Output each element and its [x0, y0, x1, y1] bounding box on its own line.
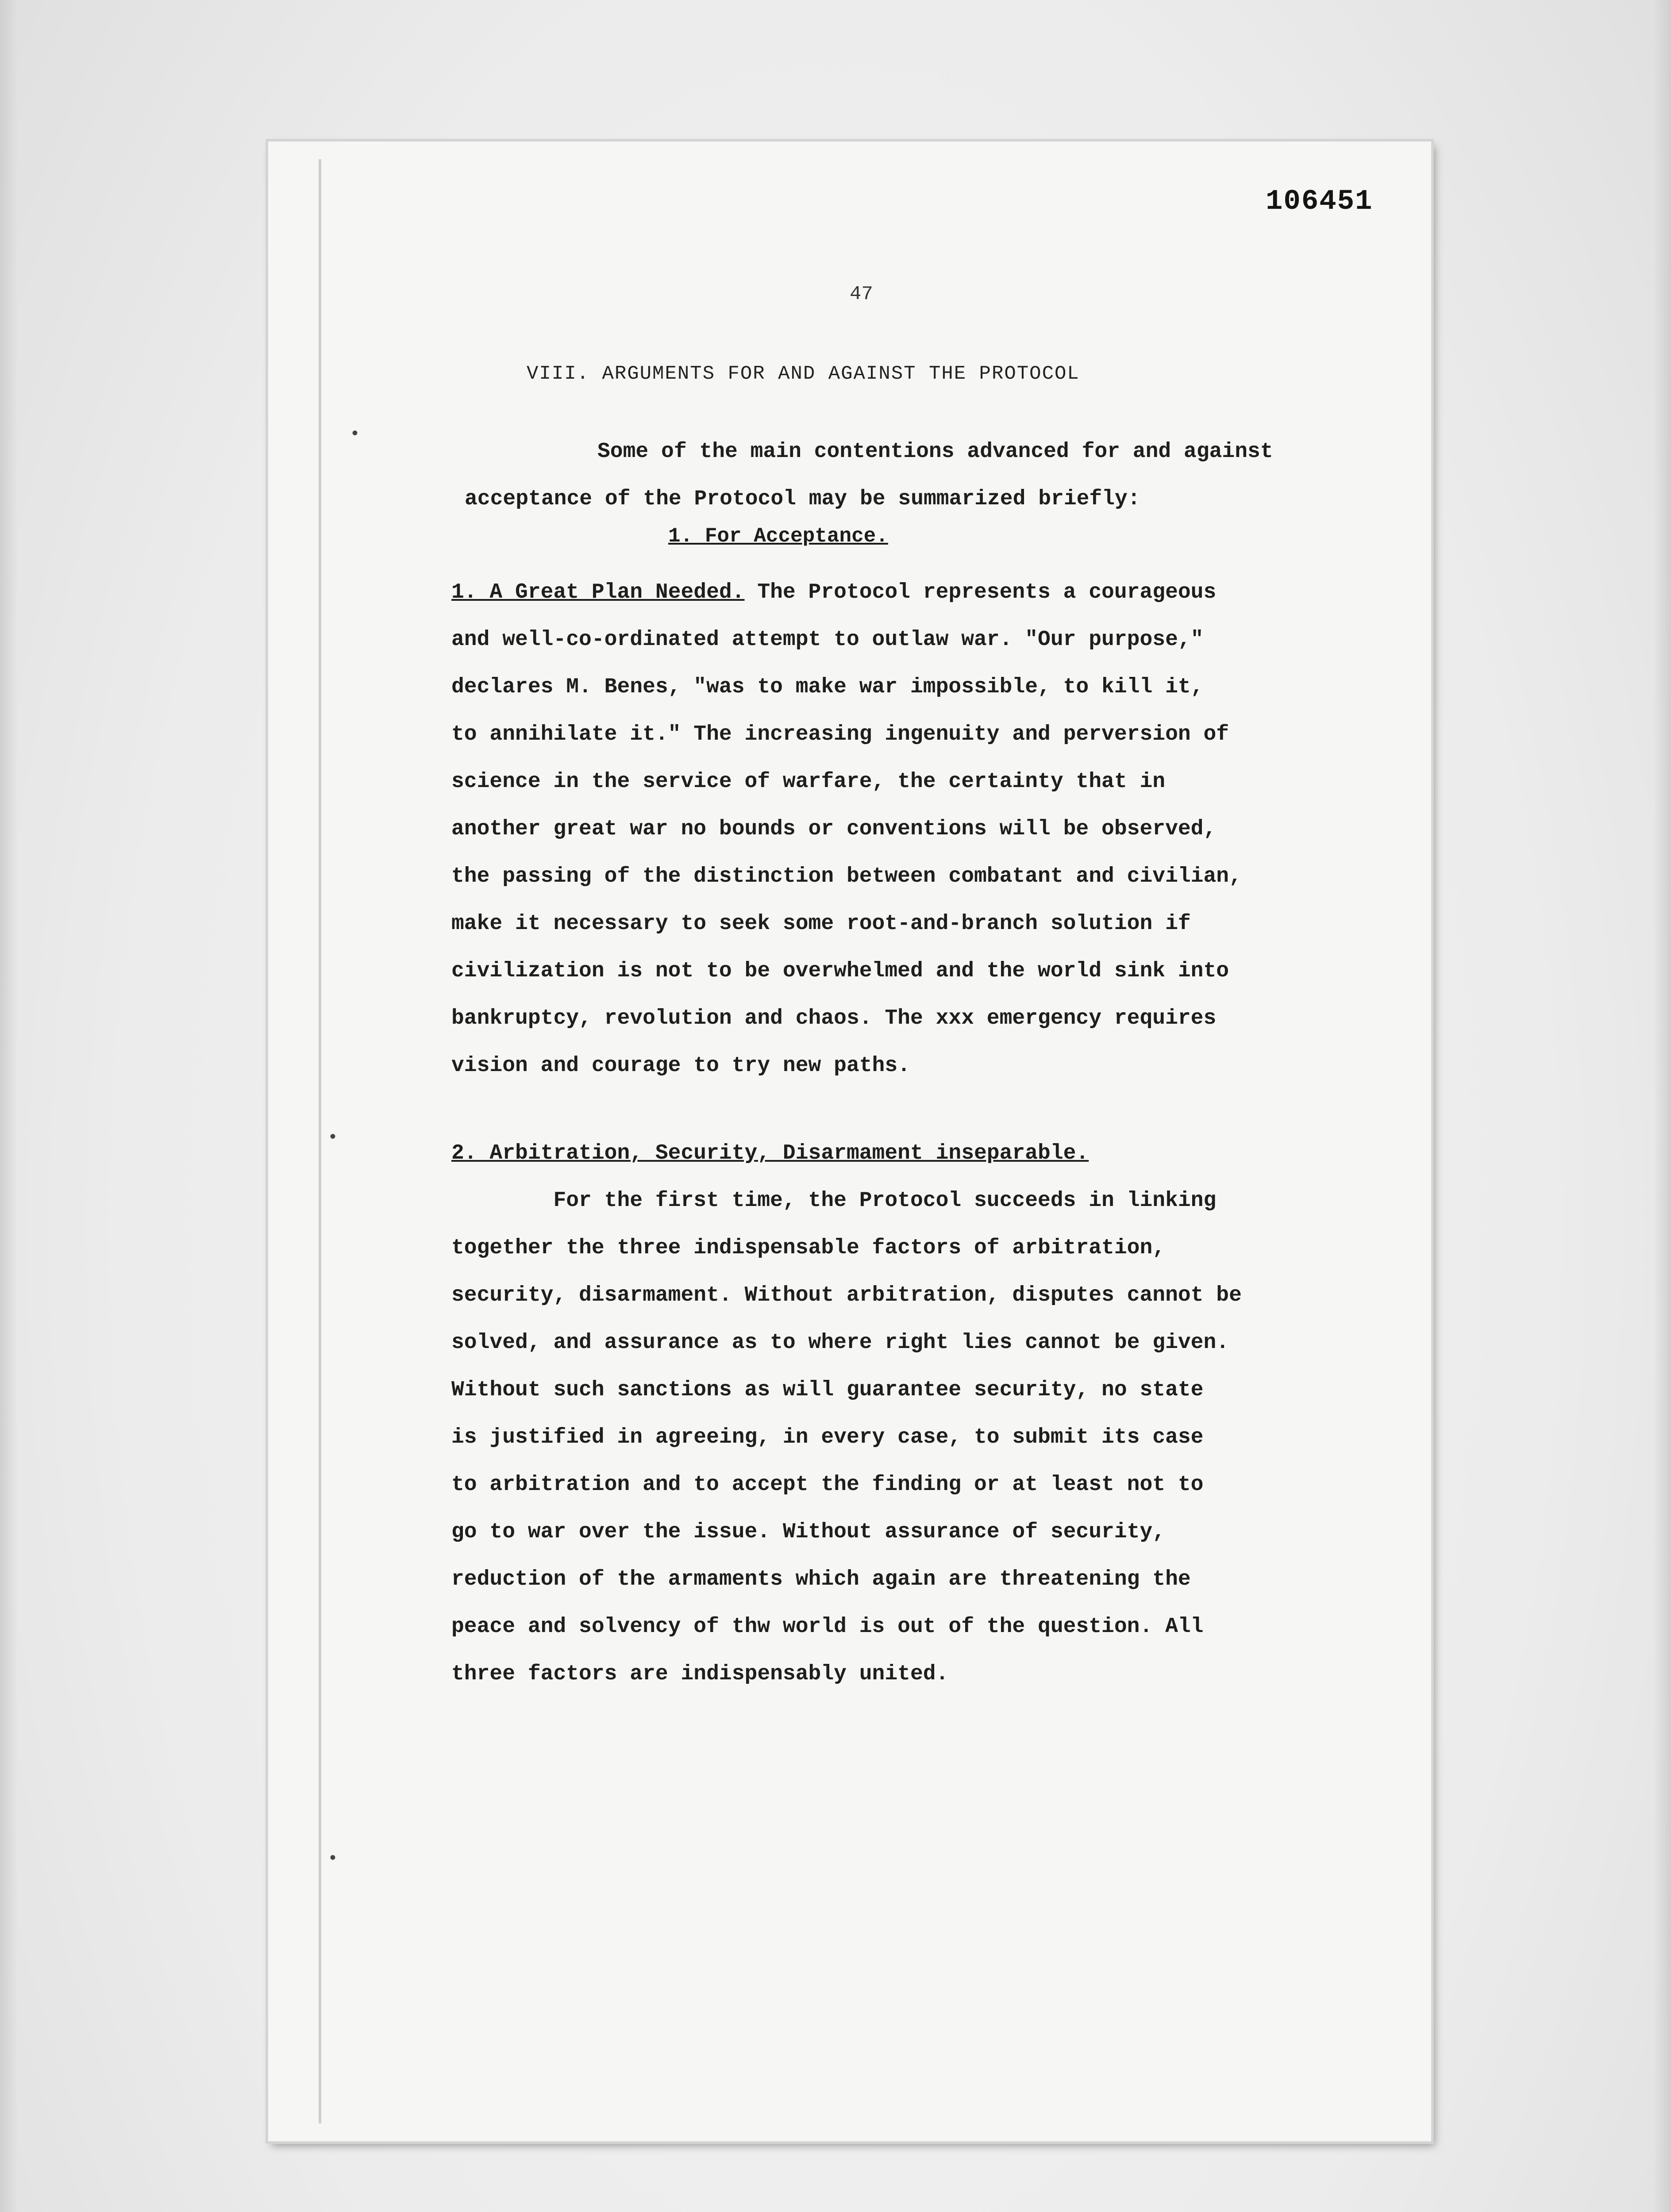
board-edge-left: [0, 0, 18, 2212]
paragraph-great-plan: [451, 569, 1242, 1090]
para1-heading: 1. A Great Plan Needed.: [451, 580, 745, 604]
sheet-fold-line: [319, 159, 321, 2124]
para2-line: three factors are indispensably united.: [451, 1662, 949, 1686]
para1-first-line-rest: The Protocol represents a courageous: [744, 580, 1217, 604]
para2-line: together the three indispensable factors of arbitration,: [451, 1236, 1166, 1260]
para1-line: civilization is not to be overwhelmed and the world sink into: [451, 959, 1229, 983]
board-edge-right: [1653, 0, 1671, 2212]
para2-line: reduction of the armaments which again are threatening the: [451, 1567, 1191, 1591]
para1-first-line: [451, 569, 1242, 616]
intro-paragraph: [465, 428, 1273, 523]
subheading-for-acceptance: 1. For Acceptance.: [668, 525, 888, 548]
para2-line: security, disarmament. Without arbitration, disputes cannot be: [451, 1283, 1242, 1307]
document-number: 106451: [1266, 186, 1373, 218]
intro-line: acceptance of the Protocol may be summarized briefly:: [465, 487, 1140, 511]
para2-line: Without such sanctions as will guarantee security, no state: [451, 1378, 1204, 1402]
para1-line: the passing of the distinction between combatant and civilian,: [451, 864, 1242, 888]
para1-line: and well-co-ordinated attempt to outlaw war. "Our purpose,": [451, 628, 1204, 652]
para1-line: another great war no bounds or conventions will be observed,: [451, 817, 1217, 841]
paragraph-arbitration: [451, 1130, 1242, 1698]
para2-line: go to war over the issue. Without assurance of security,: [451, 1520, 1166, 1544]
para2-line: peace and solvency of thw world is out of the question. All: [451, 1615, 1204, 1639]
para2-heading: 2. Arbitration, Security, Disarmament inseparable.: [451, 1141, 1089, 1165]
para2-line: is justified in agreeing, in every case, to submit its case: [451, 1425, 1204, 1449]
para1-line: science in the service of warfare, the certainty that in: [451, 770, 1166, 794]
margin-tick-mark: •: [327, 1849, 339, 1869]
para2-line: to arbitration and to accept the finding or at least not to: [451, 1473, 1204, 1497]
para1-line: declares M. Benes, "was to make war impossible, to kill it,: [451, 675, 1204, 699]
para1-line: vision and courage to try new paths.: [451, 1054, 910, 1078]
page-number: 47: [850, 283, 873, 305]
intro-line: Some of the main contentions advanced for and against: [597, 440, 1273, 464]
margin-tick-mark: •: [327, 1128, 339, 1148]
para1-line: make it necessary to seek some root-and-branch solution if: [451, 912, 1191, 936]
section-title: VIII. ARGUMENTS FOR AND AGAINST THE PROTOCOL: [527, 363, 1080, 385]
para2-line: solved, and assurance as to where right lies cannot be given.: [451, 1331, 1229, 1355]
para1-line: bankruptcy, revolution and chaos. The xxx emergency requires: [451, 1006, 1217, 1030]
para1-line: to annihilate it." The increasing ingenuity and perversion of: [451, 722, 1229, 746]
para2-line: For the first time, the Protocol succeeds in linking: [451, 1189, 1217, 1213]
margin-tick-mark: •: [350, 425, 361, 445]
